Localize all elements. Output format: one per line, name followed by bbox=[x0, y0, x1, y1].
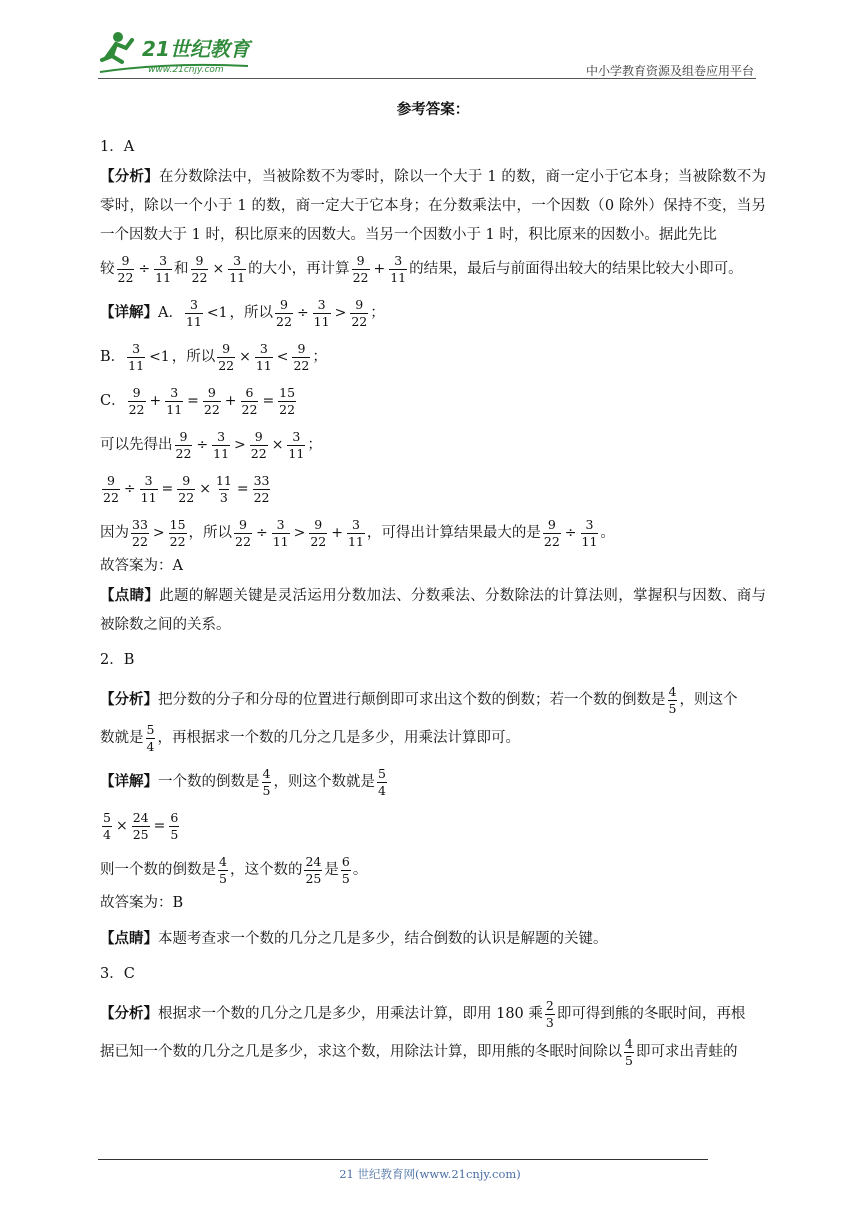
fraction: $\frac{15}{22}$ bbox=[279, 384, 296, 417]
fraction: $\frac{3}{11}$ bbox=[313, 296, 330, 329]
fraction: $\frac{3}{11}$ bbox=[128, 340, 145, 373]
answers-title: 参考答案： bbox=[396, 101, 470, 118]
fraction: $\frac{4}{5}$ bbox=[625, 1035, 633, 1068]
fraction: $\frac{9}{22}$ bbox=[250, 428, 267, 461]
fraction: $\frac{11}{3}$ bbox=[215, 472, 232, 505]
q3-analysis-cont: 据已知一个数的几分之几是多少，求这个数，用除法计算，即用熊的冬眠时间除以 $\frac{4}{5}$ 即可求出青蛙的 bbox=[100, 1035, 738, 1068]
fraction: $\frac{3}{11}$ bbox=[288, 428, 305, 461]
fraction: $\frac{3}{11}$ bbox=[272, 516, 289, 549]
header-divider bbox=[98, 78, 756, 79]
fraction: $\frac{9}{22}$ bbox=[218, 340, 235, 373]
fraction: $\frac{3}{11}$ bbox=[347, 516, 364, 549]
fraction: $\frac{3}{11}$ bbox=[155, 252, 172, 285]
fraction: $\frac{9}{22}$ bbox=[117, 252, 134, 285]
q2-label: 2．B bbox=[100, 652, 135, 668]
fraction: $\frac{6}{22}$ bbox=[241, 384, 258, 417]
fraction: $\frac{5}{4}$ bbox=[103, 809, 111, 842]
answer-content bbox=[100, 98, 766, 1071]
fraction: $\frac{3}{11}$ bbox=[581, 516, 598, 549]
fraction: $\frac{24}{25}$ bbox=[132, 809, 149, 842]
site-logo bbox=[98, 28, 268, 76]
fraction: $\frac{4}{5}$ bbox=[262, 765, 271, 798]
q1-conclusion: 因为 $\frac{33}{22}$ > $\frac{15}{22}$ ，所以 $\frac{9}{22}$ ÷ $\frac{3}{11}$ > $\frac{9}{22}$ + $\frac{3}{11}$ ，可得出计算结果最大的是 $\frac{9}{22}$ ÷ $\frac{3}{11}$ 。 bbox=[100, 516, 615, 549]
q1-division-calc: $\frac{9}{22}$ ÷ $\frac{3}{11}$ = $\frac{9}{22}$ × $\frac{11}{3}$ = $\frac{33}{22}$ bbox=[103, 472, 270, 505]
fraction: $\frac{24}{25}$ bbox=[305, 853, 322, 886]
q1-answer: 故答案为：A bbox=[100, 558, 183, 574]
fraction: $\frac{3}{11}$ bbox=[255, 340, 272, 373]
fraction: $\frac{4}{5}$ bbox=[219, 853, 227, 886]
q2-answer: 故答案为：B bbox=[100, 895, 184, 911]
fraction: $\frac{3}{11}$ bbox=[213, 428, 230, 461]
fraction: $\frac{4}{5}$ bbox=[668, 683, 677, 716]
fraction: $\frac{2}{3}$ bbox=[545, 997, 554, 1030]
fraction: $\frac{9}{22}$ bbox=[276, 296, 292, 329]
fraction: $\frac{9}{22}$ bbox=[352, 252, 369, 285]
q1-comment: 【点睛】此题的解题关键是灵活运用分数加法、分数乘法、分数除法的计算法则，掌握积与因数、商与被除数之间的关系。 bbox=[100, 587, 767, 633]
fraction: $\frac{33}{22}$ bbox=[132, 516, 148, 549]
q1-detail-a: 【详解】A． $\frac{3}{11}$ <1 ，所以 $\frac{9}{22}$ ÷ $\frac{3}{11}$ > $\frac{9}{22}$ ； bbox=[100, 296, 385, 329]
fraction: $\frac{5}{4}$ bbox=[146, 721, 155, 754]
page-header bbox=[98, 28, 756, 78]
fraction: $\frac{9}{22}$ bbox=[293, 340, 310, 373]
q1-analysis-cont: 较 $\frac{9}{22}$ ÷ $\frac{3}{11}$ 和 $\frac{9}{22}$ × $\frac{3}{11}$ 的大小，再计算 $\frac{9}{22}$ + $\frac{3}{11}$ 的结果，最后与前面得出较大的结果比较大小即可。 bbox=[100, 252, 743, 285]
fraction: $\frac{9}{22}$ bbox=[178, 472, 195, 505]
q2-detail: 【详解】一个数的倒数是 $\frac{4}{5}$ ，则这个数就是 $\frac{5}{4}$ bbox=[100, 765, 386, 798]
fraction: $\frac{5}{4}$ bbox=[377, 765, 386, 798]
fraction: $\frac{9}{22}$ bbox=[191, 252, 208, 285]
fraction: $\frac{3}{11}$ bbox=[140, 472, 157, 505]
fraction: $\frac{9}{22}$ bbox=[128, 384, 145, 417]
fraction: $\frac{15}{22}$ bbox=[169, 516, 186, 549]
fraction: $\frac{9}{22}$ bbox=[310, 516, 327, 549]
fraction: $\frac{3}{11}$ bbox=[185, 296, 202, 329]
svg-text:21世纪教育: 21世纪教育 bbox=[142, 37, 250, 61]
fraction: $\frac{9}{22}$ bbox=[203, 384, 220, 417]
q2-result: 则一个数的倒数是 $\frac{4}{5}$ ，这个数的 $\frac{24}{25}$ 是 $\frac{6}{5}$ 。 bbox=[100, 853, 368, 886]
fraction: $\frac{3}{11}$ bbox=[229, 252, 246, 285]
q3-analysis: 【分析】根据求一个数的几分之几是多少，用乘法计算，即用 180 乘 $\frac{2}{3}$ 即可得到熊的冬眠时间，再根 bbox=[100, 997, 746, 1030]
fraction: $\frac{3}{11}$ bbox=[390, 252, 407, 285]
fraction: $\frac{9}{22}$ bbox=[351, 296, 368, 329]
page-footer: 21 世纪教育网(www.21cnjy.com) bbox=[339, 1167, 521, 1181]
fraction: $\frac{33}{22}$ bbox=[253, 472, 270, 505]
fraction: $\frac{6}{5}$ bbox=[170, 809, 179, 842]
header-tagline: 中小学教育资源及组卷应用平台 bbox=[585, 64, 754, 78]
fraction: $\frac{9}{22}$ bbox=[543, 516, 560, 549]
q2-analysis: 【分析】把分数的分子和分母的位置进行颠倒即可求出这个数的倒数；若一个数的倒数是 $\frac{4}{5}$ ，则这个 bbox=[100, 683, 738, 716]
footer-divider bbox=[98, 1159, 708, 1160]
fraction: $\frac{9}{22}$ bbox=[103, 472, 119, 505]
q1-compare: 可以先得出 $\frac{9}{22}$ ÷ $\frac{3}{11}$ > $\frac{9}{22}$ × $\frac{3}{11}$ ； bbox=[100, 428, 322, 461]
svg-text:www.21cnjy.com: www.21cnjy.com bbox=[148, 65, 224, 75]
fraction: $\frac{9}{22}$ bbox=[235, 516, 251, 549]
q2-analysis-cont: 数就是 $\frac{5}{4}$ ，再根据求一个数的几分之几是多少，用乘法计算即可。 bbox=[100, 721, 520, 754]
q1-analysis: 【分析】在分数除法中，当被除数不为零时，除以一个大于 1 的数，商一定小于它本身；当被除数不为零时，除以一个小于 1 的数，商一定大于它本身；在分数乘法中，一个因数（0 除外）保持不变，当另一个因数大于 1 时，积比原来的因数大。当另一个因数小于 1 时，积比原来的因数小。据此先比 bbox=[100, 168, 766, 243]
q2-calc: $\frac{5}{4}$ × $\frac{24}{25}$ = $\frac{6}{5}$ bbox=[103, 809, 179, 842]
q1-detail-c: C． $\frac{9}{22}$ + $\frac{3}{11}$ = $\frac{9}{22}$ + $\frac{6}{22}$ = $\frac{15}{22}$ bbox=[100, 384, 296, 417]
fraction: $\frac{3}{11}$ bbox=[166, 384, 183, 417]
q1-detail-b: B． $\frac{3}{11}$ <1 ，所以 $\frac{9}{22}$ × $\frac{3}{11}$ < $\frac{9}{22}$ ； bbox=[100, 340, 327, 373]
q1-label: 1．A bbox=[100, 139, 135, 155]
fraction: $\frac{6}{5}$ bbox=[341, 853, 350, 886]
q3-label: 3．C bbox=[100, 966, 135, 982]
fraction: $\frac{9}{22}$ bbox=[175, 428, 192, 461]
q2-comment: 【点睛】本题考查求一个数的几分之几是多少，结合倒数的认识是解题的关键。 bbox=[100, 930, 608, 947]
